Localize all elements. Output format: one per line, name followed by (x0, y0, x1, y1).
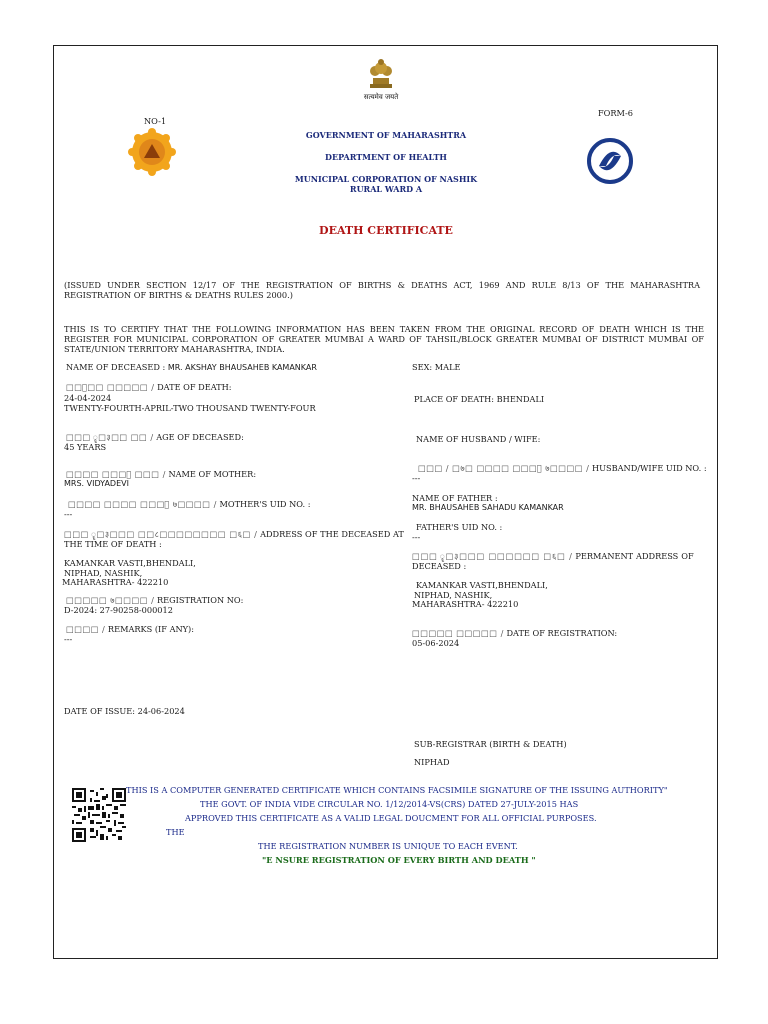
place-of-death: PLACE OF DEATH: BHENDALI (414, 394, 545, 404)
corp-name: MUNICIPAL CORPORATION OF NASHIK (294, 174, 478, 184)
slogan: "E NSURE REGISTRATION OF EVERY BIRTH AND DEATH " (262, 855, 536, 865)
address-line-3: MAHARASHTRA- 422210 (62, 577, 169, 587)
certificate-title: DEATH CERTIFICATE (319, 224, 453, 237)
form-label: FORM-6 (598, 108, 633, 118)
registration-no-label: □□□□□ ७□□□□ / REGISTRATION NO: (66, 595, 244, 605)
remarks-value: --- (64, 634, 73, 644)
name-of-deceased (66, 362, 317, 373)
father-label: NAME OF FATHER : (412, 493, 498, 503)
no-label: NO-1 (144, 116, 167, 126)
footer-the: THE (166, 827, 185, 837)
registration-date-label: □□□□□ □□□□□ / DATE OF REGISTRATION: (412, 628, 618, 638)
husband-wife-label: NAME OF HUSBAND / WIFE: (416, 434, 541, 444)
husband-uid-label: □□□ / □७□ □□□□ □□□ॅ ७□□□□ / HUSBAND/WIFE UID NO. : (418, 463, 707, 473)
date-of-death-value: 24-04-2024 (64, 393, 112, 403)
registrar-place: NIPHAD (414, 757, 450, 767)
mother-value: MRS. VIDYADEVI (64, 479, 129, 488)
date-of-issue: DATE OF ISSUE: 24-06-2024 (64, 706, 185, 716)
permanent-address-line-3: MAHARASHTRA- 422210 (412, 599, 519, 609)
permanent-address-line-2: NIPHAD, NASHIK, (414, 590, 493, 600)
mother-label: □□□□ □□□ॅ □□□ / NAME OF MOTHER: (66, 469, 257, 479)
address-label: □□□ ॄ□३□□□ □□८□□□□□□□□ □६□ / ADDRESS OF THE DECEASED AT THE TIME OF DEATH : (64, 529, 404, 549)
certify-text: THIS IS TO CERTIFY THAT THE FOLLOWING INFORMATION HAS BEEN TAKEN FROM THE ORIGINAL RECORD OF DEATH WHICH IS THE REGISTER FOR MUNICIPAL CORPORATION OF GREATER MUMBAI A WARD OF TAHSIL/BLOCK GREATER MUMBAI OF DISTRICT MUMBAI OF STATE/UNION TERRITORY MAHARASHTRA, INDIA. (64, 324, 704, 354)
health-logo-icon (582, 136, 638, 186)
age-value: 45 YEARS (64, 442, 107, 452)
father-value: MR. BHAUSAHEB SAHADU KAMANKAR (412, 503, 564, 512)
sex: SEX: MALE (412, 362, 461, 372)
remarks-label: □□□□ / REMARKS (IF ANY): (66, 624, 194, 634)
ward-name: RURAL WARD A (349, 184, 423, 194)
date-of-death-label: □□ृ□□ □□□□□ / DATE OF DEATH: (66, 382, 232, 392)
father-uid-value: --- (412, 532, 421, 542)
age-label: □□□ ॄ□३□□ □□ / AGE OF DECEASED: (66, 432, 244, 442)
registrar-title: SUB-REGISTRAR (BIRTH & DEATH) (414, 739, 567, 749)
permanent-address-line-1: KAMANKAR VASTI,BHENDALI, (416, 580, 548, 590)
date-of-death-words: TWENTY-FOURTH-APRIL-TWO THOUSAND TWENTY-FOUR (64, 403, 316, 413)
gov-name: GOVERNMENT OF MAHARASHTRA (305, 130, 467, 140)
footer-line-4: THE REGISTRATION NUMBER IS UNIQUE TO EACH EVENT. (258, 841, 518, 851)
father-uid-label: FATHER'S UID NO. : (416, 522, 503, 532)
footer-line-1: THIS IS A COMPUTER GENERATED CERTIFICATE WHICH CONTAINS FACSIMILE SIGNATURE OF THE ISSUING AUTHORITY" (126, 785, 668, 795)
emblem-motto: सत्यमेव जयते (363, 93, 399, 101)
mother-uid-label: □□□□ □□□□ □□□ॅ ७□□□□ / MOTHER'S UID NO. : (68, 499, 311, 509)
mother-uid-value: --- (64, 509, 73, 519)
registration-no-value: D-2024: 27-90258-000012 (64, 605, 173, 615)
footer-line-3: APPROVED THIS CERTIFICATE AS A VALID LEGAL DOUCMENT FOR ALL OFFICIAL PURPOSES. (185, 813, 597, 823)
national-emblem-icon (364, 58, 398, 90)
maharashtra-seal-icon (128, 128, 176, 176)
footer-line-2: THE GOVT. OF INDIA VIDE CIRCULAR NO. 1/12/2014-VS(CRS) DATED 27-JULY-2015 HAS (200, 799, 579, 809)
address-line-1: KAMANKAR VASTI,BHENDALI, (64, 558, 196, 568)
address-line-2: NIPHAD, NASHIK, (64, 568, 143, 578)
dept-name: DEPARTMENT OF HEALTH (325, 152, 447, 162)
qr-code-icon[interactable] (72, 788, 126, 842)
husband-uid-value: --- (412, 473, 421, 483)
name-label: NAME OF DECEASED : (66, 362, 166, 372)
name-value: MR. AKSHAY BHAUSAHEB KAMANKAR (167, 363, 317, 372)
issued-under-text: (ISSUED UNDER SECTION 12/17 OF THE REGISTRATION OF BIRTHS & DEATHS ACT, 1969 AND RULE 8/13 OF THE MAHARASHTRA REGISTRATION OF BIRTHS & DEATHS RULES 2000.) (64, 280, 700, 300)
permanent-address-label: □□□ ॄ□३□□□ □□□□□□ □६□ / PERMANENT ADDRESS OF DECEASED : (412, 551, 694, 571)
registration-date-value: 05-06-2024 (412, 638, 460, 648)
